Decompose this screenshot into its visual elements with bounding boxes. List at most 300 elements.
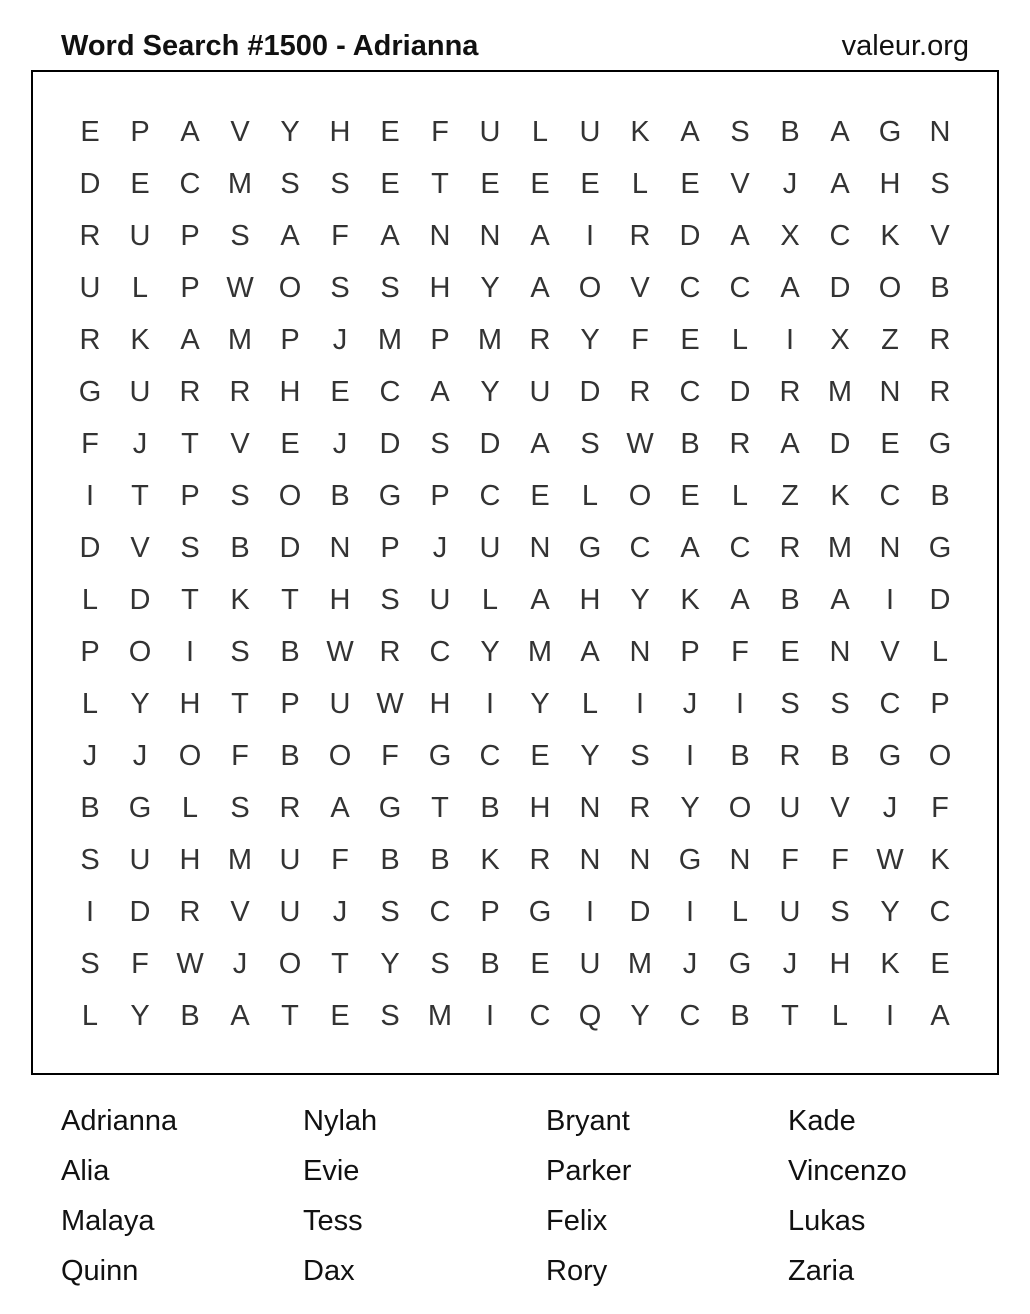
grid-letter: U <box>279 895 301 928</box>
grid-letter: R <box>179 375 201 408</box>
grid-letter: T <box>281 999 299 1032</box>
grid-letter: V <box>930 219 950 252</box>
grid-letter: Y <box>680 791 700 824</box>
grid-letter: J <box>132 739 148 772</box>
grid-letter: F <box>781 843 799 876</box>
grid-letter: V <box>230 427 250 460</box>
grid-letter: C <box>529 999 551 1032</box>
grid-letter: B <box>830 739 850 772</box>
grid-letter: S <box>830 895 850 928</box>
grid-letter: A <box>580 635 600 668</box>
grid-letter: P <box>280 323 300 356</box>
grid-letter: K <box>130 323 150 356</box>
grid-letter: E <box>530 167 550 200</box>
grid-letter: N <box>329 531 351 564</box>
grid-letter: F <box>431 115 449 148</box>
grid-letter: C <box>479 479 501 512</box>
grid-letter: N <box>729 843 751 876</box>
grid-letter: S <box>580 427 600 460</box>
grid-letter: S <box>380 271 400 304</box>
grid-letter: W <box>326 635 354 668</box>
grid-letter: J <box>782 167 798 200</box>
grid-letter: D <box>79 531 101 564</box>
grid-letter: M <box>827 375 853 408</box>
grid-letter: H <box>279 375 301 408</box>
word-list-item: Lukas <box>788 1205 866 1237</box>
grid-letter: G <box>878 115 902 148</box>
grid-letter: F <box>131 947 149 980</box>
grid-letter: K <box>480 843 500 876</box>
grid-letter: I <box>735 687 745 720</box>
grid-letter: W <box>876 843 904 876</box>
grid-letter: J <box>82 739 98 772</box>
grid-letter: E <box>580 167 600 200</box>
grid-letter: A <box>930 999 950 1032</box>
grid-letter: I <box>685 895 695 928</box>
grid-letter: B <box>480 947 500 980</box>
grid-letter: W <box>176 947 204 980</box>
grid-letter: P <box>680 635 700 668</box>
grid-letter: J <box>332 323 348 356</box>
grid-letter: M <box>627 947 653 980</box>
grid-letter: P <box>280 687 300 720</box>
grid-letter: U <box>479 115 501 148</box>
grid-letter: B <box>280 635 300 668</box>
grid-letter: T <box>181 427 199 460</box>
grid-letter: D <box>579 375 601 408</box>
grid-letter: P <box>380 531 400 564</box>
grid-letter: Y <box>480 375 500 408</box>
grid-letter: M <box>227 843 253 876</box>
grid-letter: F <box>81 427 99 460</box>
grid-letter: B <box>80 791 100 824</box>
grid-letter: N <box>429 219 451 252</box>
grid-letter: K <box>880 947 900 980</box>
grid-letter: N <box>579 791 601 824</box>
grid-letter: U <box>779 895 801 928</box>
grid-letter: S <box>380 895 400 928</box>
grid-letter: P <box>80 635 100 668</box>
grid-letter: I <box>885 999 895 1032</box>
grid-letter: Y <box>280 115 300 148</box>
grid-letter: E <box>380 167 400 200</box>
grid-letter: E <box>680 167 700 200</box>
grid-letter: E <box>780 635 800 668</box>
grid-letter: S <box>430 947 450 980</box>
grid-letter: G <box>678 843 702 876</box>
grid-letter: O <box>128 635 152 668</box>
grid-letter: B <box>730 739 750 772</box>
grid-letter: B <box>780 583 800 616</box>
word-list-item: Evie <box>303 1155 360 1187</box>
grid-letter: Y <box>380 947 400 980</box>
grid-letter: N <box>829 635 851 668</box>
grid-letter: R <box>779 375 801 408</box>
grid-letter: L <box>531 115 549 148</box>
grid-letter: S <box>230 635 250 668</box>
grid-letter: B <box>280 739 300 772</box>
grid-letter: S <box>780 687 800 720</box>
grid-letter: A <box>330 791 350 824</box>
grid-letter: O <box>728 791 752 824</box>
grid-letter: S <box>380 583 400 616</box>
grid-letter: F <box>331 843 349 876</box>
grid-letter: F <box>381 739 399 772</box>
grid-letter: J <box>332 427 348 460</box>
grid-letter: L <box>81 687 99 720</box>
grid-letter: R <box>79 219 101 252</box>
grid-letter: Z <box>881 323 899 356</box>
grid-letter: S <box>430 427 450 460</box>
grid-letter: T <box>131 479 149 512</box>
grid-letter: C <box>679 271 701 304</box>
grid-letter: K <box>630 115 650 148</box>
grid-letter: D <box>679 219 701 252</box>
grid-letter: R <box>529 843 551 876</box>
grid-letter: S <box>330 167 350 200</box>
grid-letter: B <box>180 999 200 1032</box>
grid-letter: P <box>480 895 500 928</box>
grid-letter: U <box>529 375 551 408</box>
grid-letter: G <box>578 531 602 564</box>
grid-letter: S <box>930 167 950 200</box>
grid-letter: L <box>581 687 599 720</box>
grid-letter: J <box>232 947 248 980</box>
grid-letter: R <box>629 791 651 824</box>
word-list-item: Bryant <box>546 1105 630 1137</box>
grid-letter: L <box>481 583 499 616</box>
grid-letter: R <box>229 375 251 408</box>
grid-letter: T <box>331 947 349 980</box>
grid-letter: C <box>629 531 651 564</box>
grid-letter: T <box>431 791 449 824</box>
grid-letter: A <box>230 999 250 1032</box>
grid-letter: I <box>785 323 795 356</box>
grid-letter: N <box>879 375 901 408</box>
grid-letter: V <box>730 167 750 200</box>
grid-letter: L <box>131 271 149 304</box>
grid-letter: R <box>629 219 651 252</box>
grid-letter: L <box>731 479 749 512</box>
grid-letter: O <box>278 271 302 304</box>
grid-letter: G <box>78 375 102 408</box>
grid-letter: O <box>178 739 202 772</box>
grid-letter: H <box>179 687 201 720</box>
grid-letter: I <box>885 583 895 616</box>
grid-letter: E <box>380 115 400 148</box>
puzzle-box <box>31 70 999 1075</box>
grid-letter: V <box>880 635 900 668</box>
grid-letter: B <box>930 479 950 512</box>
grid-letter: F <box>331 219 349 252</box>
grid-letter: J <box>132 427 148 460</box>
grid-letter: L <box>931 635 949 668</box>
grid-letter: R <box>529 323 551 356</box>
grid-letter: I <box>85 479 95 512</box>
grid-letter: R <box>929 375 951 408</box>
grid-letter: J <box>682 687 698 720</box>
grid-letter: A <box>530 427 550 460</box>
grid-letter: W <box>626 427 654 460</box>
grid-letter: U <box>429 583 451 616</box>
grid-letter: Z <box>781 479 799 512</box>
grid-letter: B <box>230 531 250 564</box>
grid-letter: S <box>80 843 100 876</box>
grid-letter: E <box>280 427 300 460</box>
grid-letter: D <box>829 271 851 304</box>
grid-letter: F <box>931 791 949 824</box>
grid-letter: V <box>130 531 150 564</box>
grid-letter: U <box>579 947 601 980</box>
grid-letter: N <box>629 635 651 668</box>
grid-letter: E <box>930 947 950 980</box>
grid-letter: G <box>528 895 552 928</box>
grid-letter: H <box>879 167 901 200</box>
grid-letter: K <box>930 843 950 876</box>
grid-letter: P <box>930 687 950 720</box>
grid-letter: S <box>230 479 250 512</box>
grid-letter: U <box>79 271 101 304</box>
grid-letter: A <box>530 219 550 252</box>
grid-letter: B <box>380 843 400 876</box>
grid-letter: A <box>180 323 200 356</box>
grid-letter: E <box>680 479 700 512</box>
grid-letter: E <box>80 115 100 148</box>
grid-letter: H <box>829 947 851 980</box>
grid-letter: C <box>829 219 851 252</box>
grid-letter: C <box>479 739 501 772</box>
grid-letter: A <box>530 583 550 616</box>
grid-letter: L <box>81 999 99 1032</box>
grid-letter: R <box>779 531 801 564</box>
grid-letter: K <box>680 583 700 616</box>
grid-letter: M <box>227 323 253 356</box>
grid-letter: B <box>330 479 350 512</box>
grid-letter: C <box>879 479 901 512</box>
grid-letter: J <box>332 895 348 928</box>
grid-letter: Y <box>630 583 650 616</box>
grid-letter: C <box>429 635 451 668</box>
grid-letter: B <box>930 271 950 304</box>
grid-letter: I <box>485 687 495 720</box>
grid-letter: H <box>579 583 601 616</box>
grid-letter: M <box>227 167 253 200</box>
grid-letter: S <box>180 531 200 564</box>
grid-letter: L <box>631 167 649 200</box>
grid-letter: A <box>430 375 450 408</box>
grid-letter: Y <box>580 739 600 772</box>
word-list-item: Alia <box>61 1155 110 1187</box>
word-list-item: Dax <box>303 1255 355 1287</box>
grid-letter: P <box>180 271 200 304</box>
grid-letter: R <box>379 635 401 668</box>
grid-letter: R <box>629 375 651 408</box>
grid-letter: F <box>231 739 249 772</box>
word-list <box>61 1096 1030 1296</box>
grid-letter: I <box>635 687 645 720</box>
grid-letter: U <box>129 219 151 252</box>
grid-letter: S <box>730 115 750 148</box>
grid-letter: I <box>685 739 695 772</box>
grid-letter: T <box>781 999 799 1032</box>
grid-letter: E <box>480 167 500 200</box>
grid-letter: T <box>431 167 449 200</box>
word-list-item: Tess <box>303 1205 363 1237</box>
grid-letter: I <box>585 219 595 252</box>
grid-letter: S <box>80 947 100 980</box>
grid-letter: P <box>430 479 450 512</box>
grid-letter: A <box>280 219 300 252</box>
grid-letter: D <box>479 427 501 460</box>
grid-letter: A <box>180 115 200 148</box>
word-list-item: Adrianna <box>61 1105 178 1137</box>
grid-letter: C <box>679 375 701 408</box>
grid-letter: A <box>830 583 850 616</box>
grid-letter: L <box>731 323 749 356</box>
grid-letter: D <box>629 895 651 928</box>
grid-letter: E <box>880 427 900 460</box>
grid-letter: C <box>679 999 701 1032</box>
grid-letter: Y <box>480 635 500 668</box>
grid-letter: A <box>730 583 750 616</box>
grid-letter: A <box>530 271 550 304</box>
grid-letter: M <box>477 323 503 356</box>
grid-letter: O <box>278 479 302 512</box>
grid-letter: F <box>631 323 649 356</box>
grid-letter: L <box>581 479 599 512</box>
grid-letter: U <box>479 531 501 564</box>
grid-letter: K <box>230 583 250 616</box>
grid-letter: A <box>780 427 800 460</box>
grid-letter: B <box>430 843 450 876</box>
grid-letter: C <box>379 375 401 408</box>
grid-letter: I <box>485 999 495 1032</box>
grid-letter: N <box>479 219 501 252</box>
grid-letter: B <box>780 115 800 148</box>
grid-letter: A <box>680 531 700 564</box>
grid-letter: P <box>130 115 150 148</box>
grid-letter: T <box>231 687 249 720</box>
grid-letter: F <box>831 843 849 876</box>
grid-letter: R <box>929 323 951 356</box>
grid-letter: R <box>729 427 751 460</box>
grid-letter: P <box>180 479 200 512</box>
grid-letter: S <box>230 219 250 252</box>
grid-letter: L <box>831 999 849 1032</box>
grid-letter: C <box>429 895 451 928</box>
grid-letter: A <box>380 219 400 252</box>
grid-letter: O <box>278 947 302 980</box>
grid-letter: O <box>328 739 352 772</box>
grid-letter: V <box>230 115 250 148</box>
grid-letter: H <box>529 791 551 824</box>
grid-letter: H <box>329 583 351 616</box>
grid-letter: G <box>128 791 152 824</box>
letter-grid <box>65 106 965 1042</box>
grid-letter: Q <box>578 999 602 1032</box>
grid-letter: A <box>780 271 800 304</box>
grid-letter: V <box>630 271 650 304</box>
grid-letter: G <box>428 739 452 772</box>
grid-letter: H <box>429 271 451 304</box>
grid-letter: G <box>928 427 952 460</box>
grid-letter: H <box>429 687 451 720</box>
grid-letter: M <box>427 999 453 1032</box>
grid-letter: U <box>329 687 351 720</box>
grid-letter: E <box>130 167 150 200</box>
grid-letter: Y <box>480 271 500 304</box>
grid-letter: L <box>181 791 199 824</box>
grid-letter: S <box>280 167 300 200</box>
grid-letter: M <box>827 531 853 564</box>
grid-letter: E <box>530 947 550 980</box>
grid-letter: A <box>680 115 700 148</box>
grid-letter: G <box>378 791 402 824</box>
grid-letter: C <box>179 167 201 200</box>
grid-letter: R <box>79 323 101 356</box>
word-list-item: Nylah <box>303 1105 378 1137</box>
grid-letter: X <box>830 323 850 356</box>
grid-letter: B <box>730 999 750 1032</box>
grid-letter: Y <box>130 687 150 720</box>
grid-letter: E <box>530 739 550 772</box>
grid-letter: H <box>179 843 201 876</box>
grid-letter: K <box>880 219 900 252</box>
grid-letter: D <box>829 427 851 460</box>
grid-letter: I <box>85 895 95 928</box>
grid-letter: N <box>629 843 651 876</box>
grid-letter: M <box>377 323 403 356</box>
grid-letter: C <box>929 895 951 928</box>
grid-letter: C <box>729 531 751 564</box>
page-title: Word Search #1500 - Adrianna <box>61 30 479 62</box>
grid-letter: B <box>480 791 500 824</box>
grid-letter: O <box>628 479 652 512</box>
grid-letter: T <box>181 583 199 616</box>
grid-letter: Y <box>130 999 150 1032</box>
grid-letter: D <box>279 531 301 564</box>
grid-letter: U <box>579 115 601 148</box>
grid-letter: W <box>226 271 254 304</box>
grid-letter: L <box>81 583 99 616</box>
grid-letter: S <box>330 271 350 304</box>
grid-letter: S <box>380 999 400 1032</box>
grid-letter: D <box>129 583 151 616</box>
grid-letter: S <box>830 687 850 720</box>
grid-letter: A <box>830 167 850 200</box>
grid-letter: I <box>585 895 595 928</box>
grid-letter: N <box>529 531 551 564</box>
grid-letter: D <box>379 427 401 460</box>
grid-letter: S <box>230 791 250 824</box>
grid-letter: C <box>729 271 751 304</box>
grid-letter: V <box>230 895 250 928</box>
grid-letter: Y <box>630 999 650 1032</box>
grid-letter: K <box>830 479 850 512</box>
grid-letter: G <box>878 739 902 772</box>
word-list-item: Parker <box>546 1155 632 1187</box>
grid-letter: J <box>882 791 898 824</box>
word-list-item: Malaya <box>61 1205 155 1237</box>
grid-letter: O <box>578 271 602 304</box>
word-list-item: Vincenzo <box>788 1155 907 1187</box>
grid-letter: F <box>731 635 749 668</box>
grid-letter: Y <box>580 323 600 356</box>
grid-letter: R <box>779 739 801 772</box>
grid-letter: O <box>878 271 902 304</box>
grid-letter: J <box>682 947 698 980</box>
grid-letter: G <box>728 947 752 980</box>
